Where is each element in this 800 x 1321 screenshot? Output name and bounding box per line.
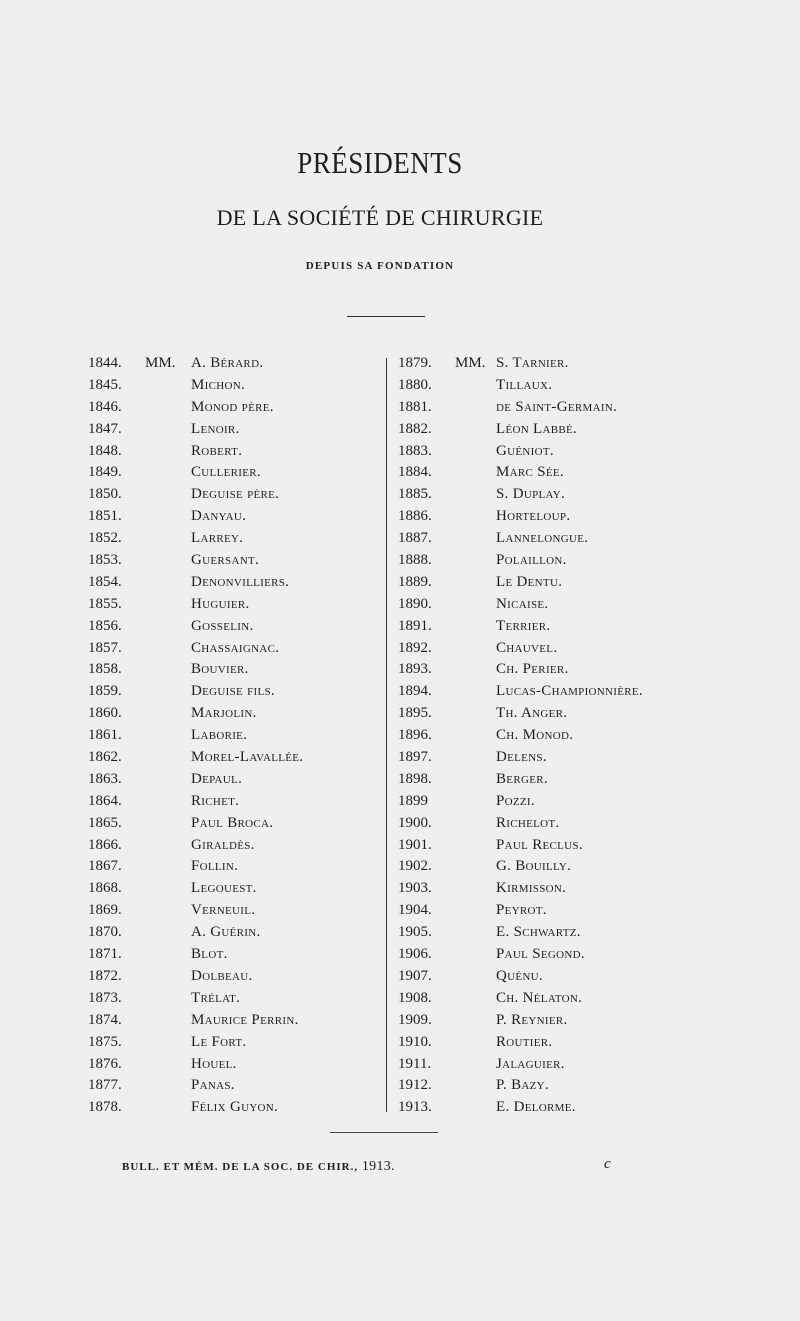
president-name: G. Bouilly.	[496, 858, 572, 875]
since-caption: DEPUIS SA FONDATION	[305, 260, 455, 272]
list-item	[88, 856, 239, 878]
president-year: 1856.	[88, 617, 122, 634]
president-year: 1907.	[398, 967, 432, 984]
list-item	[88, 1097, 279, 1119]
president-name: Lucas-Championnière.	[496, 683, 643, 700]
list-item	[88, 725, 248, 747]
list-item	[88, 681, 275, 703]
president-name: A. Guérin.	[191, 924, 261, 941]
president-name: Lannelongue.	[496, 530, 589, 547]
president-name: S. Tarnier.	[496, 355, 569, 371]
president-name: Danyau.	[191, 508, 247, 525]
president-year: 1902.	[398, 858, 432, 875]
president-name: Le Fort.	[191, 1033, 247, 1050]
list-item	[398, 944, 585, 966]
list-item	[398, 791, 535, 813]
president-name: Marc Sée.	[496, 464, 564, 481]
president-name: Chassaignac.	[191, 639, 280, 656]
president-name: Dolbeau.	[191, 967, 253, 984]
list-item	[88, 594, 250, 616]
president-year: 1899	[398, 792, 428, 809]
title-rule	[347, 316, 425, 317]
list-item	[88, 419, 240, 441]
list-item	[398, 769, 548, 791]
president-year: 1878.	[88, 1099, 122, 1116]
president-year: 1904.	[398, 902, 432, 919]
president-year: 1855.	[88, 595, 122, 612]
president-name: Quénu.	[496, 967, 543, 984]
honorific-mm: MM.	[455, 355, 486, 371]
list-item	[88, 484, 280, 506]
list-item	[398, 988, 583, 1010]
president-name: Trélat.	[191, 989, 241, 1006]
president-year: 1887.	[398, 530, 432, 547]
president-year: 1868.	[88, 880, 122, 897]
president-year: 1911.	[398, 1055, 432, 1072]
president-year: 1906.	[398, 946, 432, 963]
column-divider	[386, 358, 387, 1112]
president-name: Ch. Monod.	[496, 727, 574, 744]
president-name: Follin.	[191, 858, 239, 875]
president-name: Larrey.	[191, 530, 244, 547]
president-name: Ch. Nélaton.	[496, 989, 583, 1006]
list-item	[398, 703, 568, 725]
president-name: Verneuil.	[191, 902, 256, 919]
president-name: Paul Reclus.	[496, 836, 583, 853]
president-year: 1862.	[88, 749, 122, 766]
president-year: 1900.	[398, 814, 432, 831]
president-name: A. Bérard.	[191, 355, 264, 371]
footer-rule	[330, 1132, 438, 1133]
president-year: 1871.	[88, 946, 122, 963]
president-name: Le Dentu.	[496, 573, 563, 590]
signature-mark: c	[604, 1156, 611, 1172]
list-item	[88, 878, 257, 900]
president-year: 1883.	[398, 442, 432, 459]
list-item	[88, 1054, 237, 1076]
list-item	[88, 572, 290, 594]
president-name: Félix Guyon.	[191, 1099, 279, 1116]
president-year: 1892.	[398, 639, 432, 656]
list-item	[398, 397, 618, 419]
president-year: 1865.	[88, 814, 122, 831]
president-name: Blot.	[191, 946, 228, 963]
president-year: 1847.	[88, 420, 122, 437]
list-item	[88, 769, 243, 791]
list-item	[88, 1010, 299, 1032]
list-item	[398, 659, 569, 681]
president-name: Guersant.	[191, 552, 260, 569]
list-item	[88, 397, 274, 419]
president-year: 1873.	[88, 989, 122, 1006]
president-year: 1882.	[398, 420, 432, 437]
list-item	[398, 966, 543, 988]
president-name: Michon.	[191, 376, 246, 393]
president-name: Pozzi.	[496, 792, 535, 809]
president-year: 1884.	[398, 464, 432, 481]
president-name: Robert.	[191, 442, 243, 459]
president-name: Terrier.	[496, 617, 551, 634]
list-item	[88, 375, 246, 397]
list-item	[398, 1054, 565, 1076]
president-year: 1890.	[398, 595, 432, 612]
president-name: Paul Broca.	[191, 814, 274, 831]
president-year: 1909.	[398, 1011, 432, 1028]
list-item	[398, 1010, 568, 1032]
page-title: PRÉSIDENTS	[297, 146, 463, 180]
president-year: 1877.	[88, 1077, 122, 1094]
list-item	[398, 813, 560, 835]
president-name: E. Delorme.	[496, 1099, 576, 1116]
president-name: Monod père.	[191, 398, 274, 415]
list-item	[398, 856, 572, 878]
president-year: 1888.	[398, 552, 432, 569]
list-item	[398, 922, 581, 944]
president-name: Lenoir.	[191, 420, 240, 437]
list-item	[88, 791, 240, 813]
president-name: Th. Anger.	[496, 705, 568, 722]
list-item	[88, 616, 254, 638]
list-item	[88, 944, 228, 966]
president-name: Berger.	[496, 770, 548, 787]
president-year: 1844.	[88, 355, 122, 371]
list-item	[398, 1097, 576, 1119]
president-name: Nicaise.	[496, 595, 549, 612]
footer-year: 1913.	[361, 1159, 395, 1174]
president-year: 1885.	[398, 486, 432, 503]
list-item	[88, 353, 264, 375]
president-year: 1869.	[88, 902, 122, 919]
list-item	[398, 638, 558, 660]
president-name: Marjolin.	[191, 705, 257, 722]
president-year: 1851.	[88, 508, 122, 525]
president-name: Jalaguier.	[496, 1055, 565, 1072]
president-year: 1860.	[88, 705, 122, 722]
president-year: 1852.	[88, 530, 122, 547]
president-year: 1876.	[88, 1055, 122, 1072]
list-item	[88, 988, 241, 1010]
president-year: 1866.	[88, 836, 122, 853]
president-year: 1905.	[398, 924, 432, 941]
president-year: 1881.	[398, 398, 432, 415]
president-name: Deguise fils.	[191, 683, 275, 700]
list-item	[398, 441, 554, 463]
president-year: 1853.	[88, 552, 122, 569]
list-item	[398, 572, 563, 594]
president-name: Guéniot.	[496, 442, 554, 459]
president-year: 1848.	[88, 442, 122, 459]
president-year: 1849.	[88, 464, 122, 481]
footer-citation	[122, 1159, 395, 1175]
president-name: Depaul.	[191, 770, 243, 787]
president-name: Denonvilliers.	[191, 573, 290, 590]
president-name: Routier.	[496, 1033, 553, 1050]
list-item	[88, 638, 280, 660]
president-name: Richet.	[191, 792, 240, 809]
list-item	[398, 1075, 549, 1097]
president-name: Maurice Perrin.	[191, 1011, 299, 1028]
list-item	[88, 462, 261, 484]
president-year: 1889.	[398, 573, 432, 590]
list-item	[398, 1032, 553, 1054]
presidents-list-left	[88, 353, 304, 1119]
president-year: 1897.	[398, 749, 432, 766]
list-item	[398, 616, 551, 638]
president-year: 1854.	[88, 573, 122, 590]
president-year: 1880.	[398, 376, 432, 393]
president-year: 1903.	[398, 880, 432, 897]
president-name: Deguise père.	[191, 486, 280, 503]
president-name: S. Duplay.	[496, 486, 566, 503]
list-item	[398, 900, 547, 922]
list-item	[398, 878, 567, 900]
president-name: de Saint-Germain.	[496, 398, 618, 415]
list-item	[398, 484, 566, 506]
president-year: 1908.	[398, 989, 432, 1006]
president-year: 1861.	[88, 727, 122, 744]
list-item	[398, 506, 571, 528]
list-item	[88, 966, 253, 988]
list-item	[88, 1032, 247, 1054]
list-item	[398, 353, 569, 375]
president-year: 1893.	[398, 661, 432, 678]
president-year: 1898.	[398, 770, 432, 787]
president-year: 1863.	[88, 770, 122, 787]
list-item	[398, 375, 553, 397]
president-year: 1858.	[88, 661, 122, 678]
president-year: 1895.	[398, 705, 432, 722]
president-name: Richelot.	[496, 814, 560, 831]
president-name: P. Bazy.	[496, 1077, 549, 1094]
list-item	[398, 747, 547, 769]
president-year: 1912.	[398, 1077, 432, 1094]
president-name: Bouvier.	[191, 661, 249, 678]
president-name: Horteloup.	[496, 508, 571, 525]
list-item	[88, 703, 257, 725]
list-item	[88, 441, 243, 463]
list-item	[88, 900, 256, 922]
president-year: 1879.	[398, 355, 432, 371]
presidents-list-right	[398, 353, 643, 1119]
president-year: 1857.	[88, 639, 122, 656]
list-item	[88, 506, 247, 528]
president-year: 1891.	[398, 617, 432, 634]
president-name: Ch. Perier.	[496, 661, 569, 678]
page-subtitle: DE LA SOCIÉTÉ DE CHIRURGIE	[216, 205, 544, 230]
president-year: 1846.	[88, 398, 122, 415]
president-name: E. Schwartz.	[496, 924, 581, 941]
president-year: 1874.	[88, 1011, 122, 1028]
footer-journal: BULL. ET MÉM. DE LA SOC. DE CHIR.,	[122, 1161, 359, 1173]
president-year: 1850.	[88, 486, 122, 503]
list-item	[398, 835, 583, 857]
president-year: 1910.	[398, 1033, 432, 1050]
list-item	[88, 659, 249, 681]
list-item	[398, 462, 564, 484]
president-name: Cullerier.	[191, 464, 261, 481]
list-item	[398, 594, 549, 616]
list-item	[398, 550, 567, 572]
president-name: Morel-Lavallée.	[191, 749, 304, 766]
president-year: 1864.	[88, 792, 122, 809]
president-year: 1875.	[88, 1033, 122, 1050]
list-item	[88, 550, 260, 572]
president-year: 1859.	[88, 683, 122, 700]
president-year: 1845.	[88, 376, 122, 393]
list-item	[88, 747, 304, 769]
president-year: 1867.	[88, 858, 122, 875]
president-name: Giraldès.	[191, 836, 255, 853]
president-name: Panas.	[191, 1077, 235, 1094]
president-name: Huguier.	[191, 595, 250, 612]
list-item	[398, 528, 589, 550]
list-item	[88, 922, 261, 944]
president-year: 1870.	[88, 924, 122, 941]
president-name: Paul Segond.	[496, 946, 585, 963]
president-name: Chauvel.	[496, 639, 558, 656]
president-name: Gosselin.	[191, 617, 254, 634]
president-year: 1896.	[398, 727, 432, 744]
president-name: Delens.	[496, 749, 547, 766]
president-name: Laborie.	[191, 727, 248, 744]
president-name: Kirmisson.	[496, 880, 567, 897]
list-item	[88, 528, 244, 550]
list-item	[88, 1075, 235, 1097]
list-item	[398, 681, 643, 703]
list-item	[398, 419, 578, 441]
list-item	[88, 835, 255, 857]
honorific-mm: MM.	[145, 355, 176, 371]
president-name: Léon Labbé.	[496, 420, 578, 437]
president-name: Legouest.	[191, 880, 257, 897]
president-year: 1872.	[88, 967, 122, 984]
president-year: 1901.	[398, 836, 432, 853]
list-item	[398, 725, 574, 747]
president-name: Polaillon.	[496, 552, 567, 569]
president-name: Peyrot.	[496, 902, 547, 919]
president-year: 1886.	[398, 508, 432, 525]
list-item	[88, 813, 274, 835]
president-year: 1894.	[398, 683, 432, 700]
president-name: P. Reynier.	[496, 1011, 568, 1028]
president-year: 1913.	[398, 1099, 432, 1116]
president-name: Houel.	[191, 1055, 237, 1072]
president-name: Tillaux.	[496, 376, 553, 393]
